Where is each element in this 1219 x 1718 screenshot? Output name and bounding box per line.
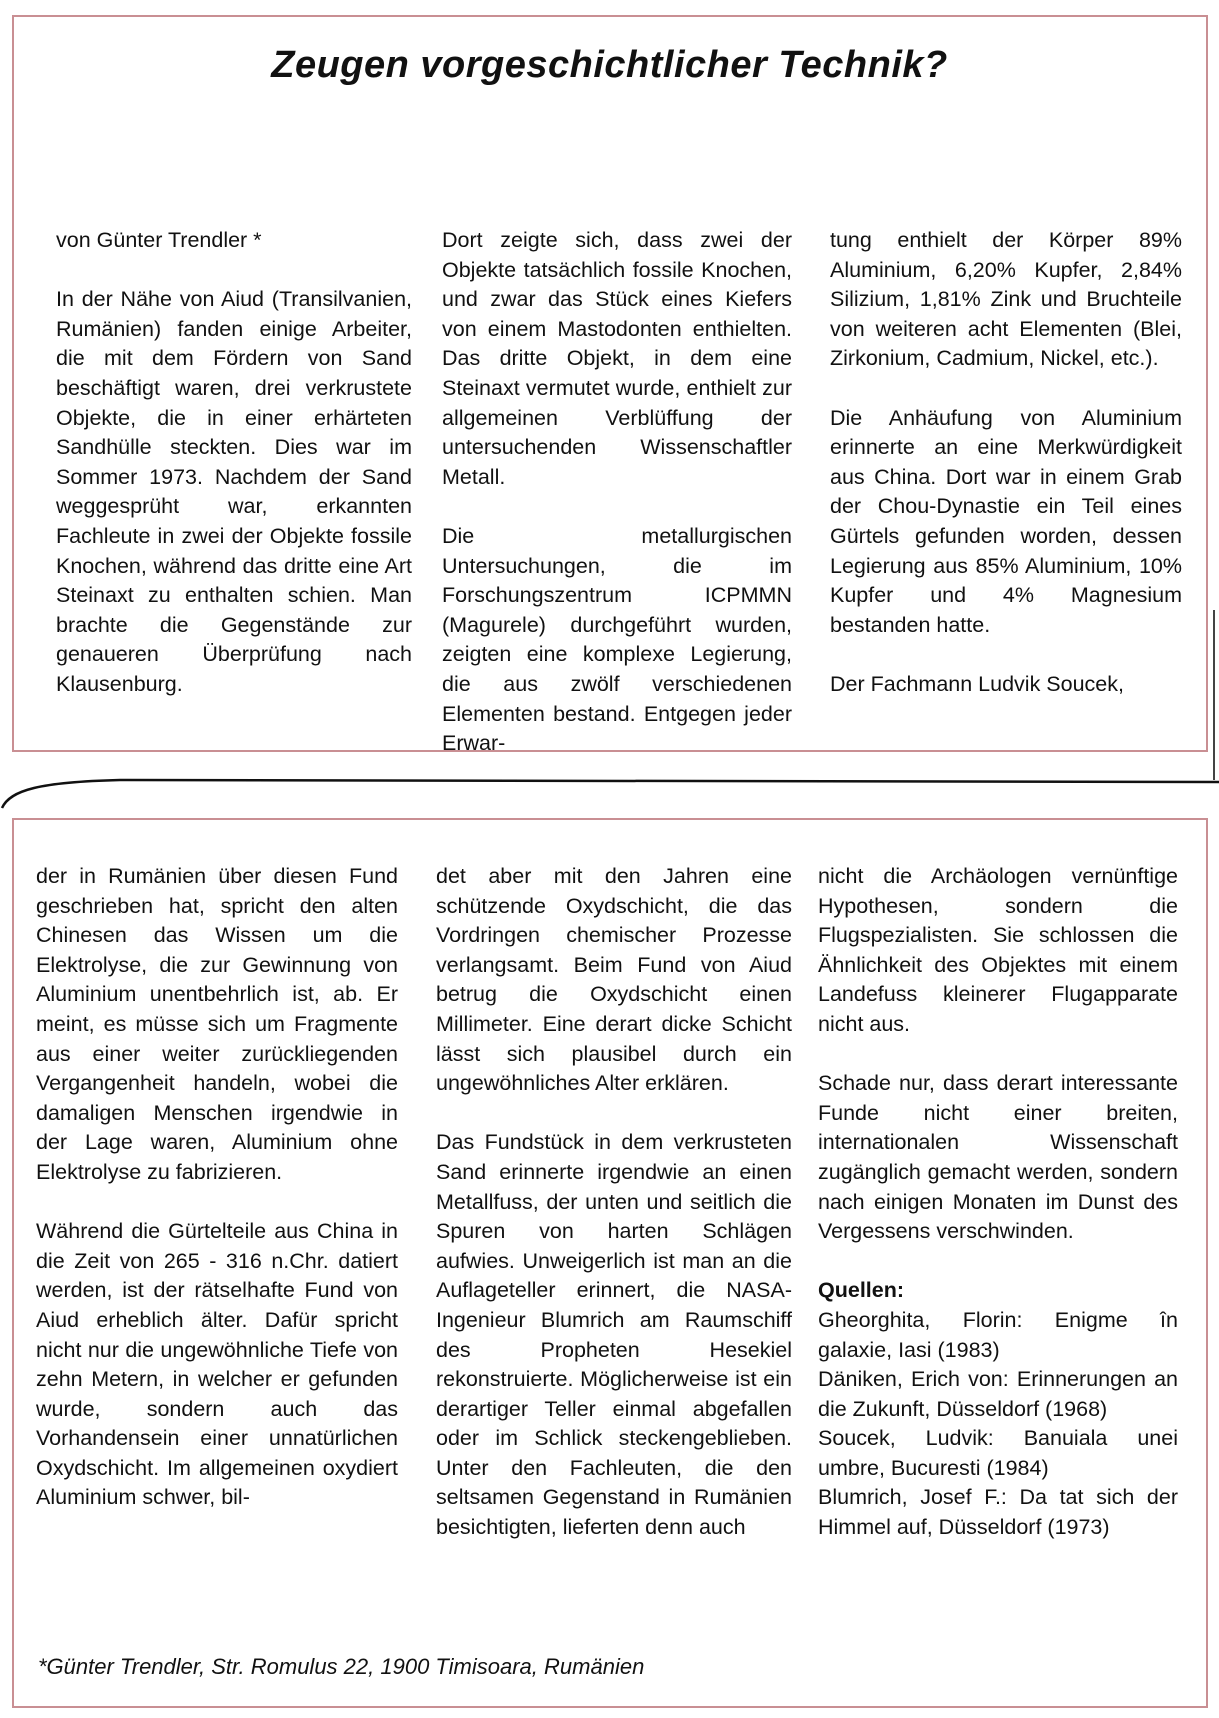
- article-title: Zeugen vorgeschichtlicher Technik?: [271, 44, 948, 86]
- top-col2-paragraph-2: Die metallurgischen Untersuchungen, die im Forschungszentrum ICPMMN (Magurele) durchgeführt wurden, zeigten eine komplexe Legierung, die aus zwölf verschiedenen Elementen bestand. Entgegen jeder Erwar-: [442, 523, 792, 756]
- margin-rule: [1213, 610, 1215, 780]
- bot-col1-paragraph-2: Während die Gürtelteile aus China in die Zeit von 265 - 316 n.Chr. datiert werden, ist der rätselhafte Fund von Aiud erheblich älter. Dafür spricht nicht nur die ungewöhnliche Tiefe von zehn Metern, in welcher er gefunden wurde, sondern auch das Vorhandensein einer unnatürlichen Oxydschicht. Im allgemeinen oxydiert Aluminium schwer, bil-: [36, 1219, 398, 1510]
- bottom-column-1: [36, 862, 398, 1513]
- bot-col3-paragraph-2: Schade nur, dass derart interessante Funde nicht einer breiten, internationalen Wissenschaft zugänglich gemacht werden, sondern nach einigen Monaten im Dunst des Vergessens verschwinden.: [818, 1071, 1178, 1244]
- author-line: von Günter Trendler *: [56, 228, 262, 252]
- sources-heading: Quellen:: [818, 1278, 905, 1303]
- top-column-2: [442, 226, 792, 759]
- top-column-1: [56, 226, 412, 700]
- top-col3-paragraph-3: Der Fachmann Ludvik Soucek,: [830, 671, 1124, 696]
- top-col3-paragraph-2: Die Anhäufung von Aluminium erinnerte an eine Merkwürdigkeit aus China. Dort war in einem Grab der Chou-Dynastie ein Teil eines Gürtels gefunden worden, dessen Legierung aus 85% Aluminium, 10% Kupfer und 4% Magnesium bestanden hatte.: [830, 405, 1182, 637]
- top-col3-paragraph-1: tung enthielt der Körper 89% Aluminium, 6,20% Kupfer, 2,84% Silizium, 1,81% Zink und Bruchteile von weiteren acht Elementen (Blei, Zirkonium, Cadmium, Nickel, etc.).: [830, 228, 1182, 371]
- section-divider: [0, 770, 1219, 810]
- bot-col2-paragraph-1: det aber mit den Jahren eine schützende Oxydschicht, die das Vordringen chemischer Prozesse verlangsamt. Beim Fund von Aiud betrug die Oxydschicht einen Millimeter. Eine derart dicke Schicht lässt sich plausibel durch ein ungewöhnliches Alter erklären.: [436, 864, 792, 1096]
- sources-list: [818, 1306, 1178, 1543]
- top-col1-paragraph: In der Nähe von Aiud (Transilvanien, Rumänien) fanden einige Arbeiter, die mit dem Fördern von Sand beschäftigt waren, drei verkrustete Objekte, die in einer erhärteten Sandhülle steckten. Dies war im Sommer 1973. Nachdem der Sand weggesprüht war, erkannten Fachleute in zwei der Objekte fossile Knochen, während das dritte eine Art Steinaxt zu enthalten schien. Man brachte die Gegenstände zur genaueren Überprüfung nach Klausenburg.: [56, 287, 412, 696]
- top-col2-paragraph-1: Dort zeigte sich, dass zwei der Objekte tatsächlich fossile Knochen, und zwar das Stück eines Kiefers von einem Mastodonten enthielten. Das dritte Objekt, in dem eine Steinaxt vermutet wurde, enthielt zur allgemeinen Verblüffung der untersuchenden Wissenschaftler Metall.: [442, 228, 792, 489]
- bot-col1-paragraph-1: der in Rumänien über diesen Fund geschrieben hat, spricht den alten Chinesen das Wissen um die Elektrolyse, die zur Gewinnung von Aluminium unentbehrlich ist, ab. Er meint, es müsse sich um Fragmente aus einer weiter zurückliegenden Vergangenheit handeln, wobei die damaligen Menschen irgendwie in der Lage waren, Aluminium ohne Elektrolyse zu fabrizieren.: [36, 864, 398, 1184]
- bot-col2-paragraph-2: Das Fundstück in dem verkrusteten Sand erinnerte irgendwie an einen Metallfuss, der unten und seitlich die Spuren von harten Schlägen aufwies. Unweigerlich ist man an die Auflageteller erinnert, die NASA-Ingenieur Blumrich am Raumschiff des Propheten Hesekiel rekonstruierte. Möglicherweise ist ein derartiger Teller einmal abgefallen oder im Schlick steckengeblieben. Unter den Fachleuten, die den seltsamen Gegenstand in Rumänien besichtigten, lieferten denn auch: [436, 1130, 792, 1540]
- bottom-column-2: [436, 862, 792, 1543]
- source-item: Däniken, Erich von: Erinnerungen an die Zukunft, Düsseldorf (1968): [818, 1367, 1178, 1421]
- source-item: Gheorghita, Florin: Enigme în galaxie, Iasi (1983): [818, 1307, 1178, 1362]
- source-item: Blumrich, Josef F.: Da tat sich der Himmel auf, Düsseldorf (1973): [818, 1485, 1178, 1540]
- bottom-column-3: [818, 862, 1178, 1543]
- bot-col3-paragraph-1: nicht die Archäologen vernünftige Hypothesen, sondern die Flugspezialisten. Sie schlossen die Ähnlichkeit des Objektes mit einem Landefuss kleinerer Flugapparate nicht aus.: [818, 864, 1178, 1036]
- source-item: Soucek, Ludvik: Banuiala unei umbre, Bucuresti (1984): [818, 1426, 1178, 1480]
- author-footnote: *Günter Trendler, Str. Romulus 22, 1900 Timisoara, Rumänien: [38, 1654, 645, 1679]
- top-column-3: [830, 226, 1182, 700]
